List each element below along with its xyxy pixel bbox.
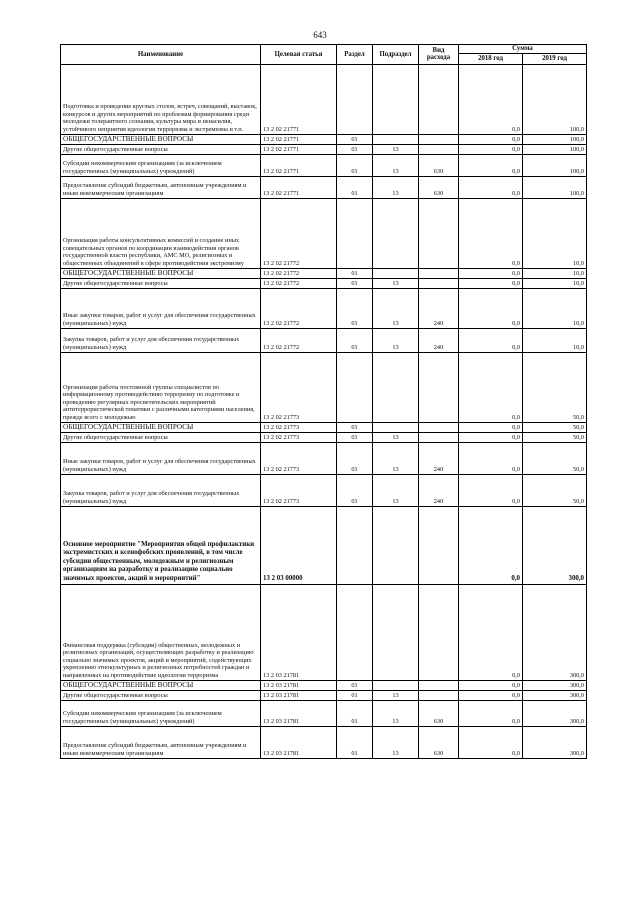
row-expense-type-cell: 630 <box>419 176 459 198</box>
table-row <box>61 422 587 432</box>
row-section-cell <box>337 506 373 584</box>
row-sum-2019-cell: 10,0 <box>523 268 587 278</box>
row-code-cell: 13 2 02 21773 <box>261 422 337 432</box>
row-code-cell: 13 2 02 21772 <box>261 268 337 278</box>
header-subsection: Подраздел <box>373 45 419 65</box>
row-expense-type-cell <box>419 278 459 288</box>
row-subsection-cell <box>373 506 419 584</box>
row-sum-2019-cell: 100,0 <box>523 154 587 176</box>
row-sum-2019-cell: 300,0 <box>523 680 587 690</box>
table-row <box>61 726 587 758</box>
header-sum: Сумма <box>459 45 587 54</box>
row-code-cell: 13 2 02 21772 <box>261 328 337 352</box>
row-subsection-cell: 13 <box>373 328 419 352</box>
row-sum-2019-cell: 100,0 <box>523 176 587 198</box>
header-expense-type <box>419 45 459 65</box>
row-sum-2019-cell: 300,0 <box>523 700 587 726</box>
row-sum-2018-cell: 0,0 <box>459 442 523 474</box>
row-sum-2018-cell: 0,0 <box>459 64 523 134</box>
row-sum-2019-cell: 50,0 <box>523 352 587 422</box>
row-code-cell: 13 2 03 21781 <box>261 690 337 700</box>
row-subsection-cell <box>373 352 419 422</box>
row-subsection-cell <box>373 422 419 432</box>
row-code-cell: 13 2 02 21772 <box>261 288 337 328</box>
table-row <box>61 700 587 726</box>
row-section-cell: 01 <box>337 690 373 700</box>
row-section-cell: 01 <box>337 328 373 352</box>
row-name-cell: Другие общегосударственные вопросы <box>61 432 261 442</box>
row-name-cell: Подготовка и проведение круглых столов, встреч, совещаний, выставок, конкурсов и других мероприятий по проблемам формирования среди молодежи толерантного сознания, культуры мира и ненасилия, устойчивого неприятия идеологии терроризма и экстремизма и т.п. <box>61 64 261 134</box>
row-sum-2018-cell: 0,0 <box>459 690 523 700</box>
row-sum-2018-cell: 0,0 <box>459 700 523 726</box>
row-subsection-cell: 13 <box>373 288 419 328</box>
row-expense-type-cell <box>419 584 459 680</box>
row-sum-2019-cell: 50,0 <box>523 474 587 506</box>
row-name-cell: Организация работы постоянной группы специалистов по информационному противодействию терроризму по подготовке и проведению регулярных просветительских мероприятий антитеррористической тематики с различными категориями населения, прежде всего с молодежью <box>61 352 261 422</box>
row-name-cell: Субсидии некоммерческим организациям (за исключением государственных (муниципальных) учреждений) <box>61 700 261 726</box>
row-sum-2018-cell: 0,0 <box>459 268 523 278</box>
row-code-cell: 13 2 02 21772 <box>261 278 337 288</box>
row-section-cell: 01 <box>337 268 373 278</box>
row-section-cell: 01 <box>337 422 373 432</box>
row-name-cell: Закупка товаров, работ и услуг для обеспечения государственных (муниципальных) нужд <box>61 474 261 506</box>
row-subsection-cell: 13 <box>373 700 419 726</box>
table-row <box>61 584 587 680</box>
row-section-cell <box>337 198 373 268</box>
header-name: Наименование <box>61 45 261 65</box>
row-expense-type-cell <box>419 198 459 268</box>
row-expense-type-cell: 630 <box>419 726 459 758</box>
row-subsection-cell <box>373 268 419 278</box>
row-subsection-cell <box>373 198 419 268</box>
row-sum-2018-cell: 0,0 <box>459 432 523 442</box>
row-code-cell: 13 2 02 21773 <box>261 352 337 422</box>
header-section: Раздел <box>337 45 373 65</box>
table-row <box>61 176 587 198</box>
budget-table <box>60 44 587 759</box>
row-name-cell: Другие общегосударственные вопросы <box>61 690 261 700</box>
row-sum-2018-cell: 0,0 <box>459 474 523 506</box>
row-sum-2018-cell: 0,0 <box>459 328 523 352</box>
row-code-cell: 13 2 02 21771 <box>261 154 337 176</box>
row-subsection-cell <box>373 64 419 134</box>
row-name-cell: Финансовая поддержка (субсидии) общественных, молодежных и религиозных организаций, осуществляющих разработку и реализацию социально значимых проектов, акций и мероприятий, содействующих укреплению этнокультурных и религиозных потребностей граждан и направленных на противодействие идеологии терроризма <box>61 584 261 680</box>
row-sum-2018-cell: 0,0 <box>459 726 523 758</box>
row-sum-2019-cell: 100,0 <box>523 64 587 134</box>
row-sum-2018-cell: 0,0 <box>459 422 523 432</box>
row-expense-type-cell <box>419 432 459 442</box>
header-code: Целевая статья <box>261 45 337 65</box>
table-row <box>61 680 587 690</box>
row-name-cell: Предоставление субсидий бюджетным, автономным учреждениям и иным некоммерческим организациям <box>61 726 261 758</box>
row-expense-type-cell <box>419 680 459 690</box>
header-expense-type-line1: Вид <box>432 46 445 54</box>
table-row <box>61 198 587 268</box>
row-sum-2018-cell: 0,0 <box>459 278 523 288</box>
row-sum-2019-cell: 50,0 <box>523 442 587 474</box>
row-expense-type-cell <box>419 506 459 584</box>
row-code-cell: 13 2 03 21781 <box>261 726 337 758</box>
table-row <box>61 134 587 144</box>
row-sum-2019-cell: 300,0 <box>523 506 587 584</box>
page-number: 643 <box>313 30 327 40</box>
row-section-cell: 01 <box>337 278 373 288</box>
row-sum-2019-cell: 100,0 <box>523 134 587 144</box>
row-name-cell: ОБЩЕГОСУДАРСТВЕННЫЕ ВОПРОСЫ <box>61 134 261 144</box>
row-expense-type-cell: 240 <box>419 474 459 506</box>
row-code-cell: 13 2 03 21781 <box>261 700 337 726</box>
row-code-cell: 13 2 02 21771 <box>261 64 337 134</box>
row-code-cell: 13 2 02 21771 <box>261 176 337 198</box>
row-sum-2018-cell: 0,0 <box>459 154 523 176</box>
header-year-2018: 2018 год <box>459 53 523 64</box>
row-section-cell: 01 <box>337 726 373 758</box>
table-row <box>61 64 587 134</box>
row-name-cell: ОБЩЕГОСУДАРСТВЕННЫЕ ВОПРОСЫ <box>61 680 261 690</box>
row-expense-type-cell <box>419 690 459 700</box>
row-expense-type-cell <box>419 64 459 134</box>
row-subsection-cell <box>373 680 419 690</box>
row-subsection-cell <box>373 134 419 144</box>
row-subsection-cell: 13 <box>373 278 419 288</box>
row-code-cell: 13 2 02 21773 <box>261 442 337 474</box>
header-year-2019: 2019 год <box>523 53 587 64</box>
row-section-cell: 01 <box>337 700 373 726</box>
row-sum-2019-cell: 300,0 <box>523 690 587 700</box>
row-code-cell: 13 2 03 21781 <box>261 584 337 680</box>
row-section-cell: 01 <box>337 134 373 144</box>
row-subsection-cell: 13 <box>373 154 419 176</box>
row-name-cell: Другие общегосударственные вопросы <box>61 144 261 154</box>
row-name-cell: Иные закупки товаров, работ и услуг для обеспечения государственных (муниципальных) нужд <box>61 442 261 474</box>
row-sum-2019-cell: 50,0 <box>523 422 587 432</box>
row-section-cell: 01 <box>337 442 373 474</box>
row-name-cell: Субсидии некоммерческим организациям (за исключением государственных (муниципальных) учреждений) <box>61 154 261 176</box>
row-subsection-cell: 13 <box>373 144 419 154</box>
header-expense-type-line2: расхода <box>426 54 451 62</box>
row-expense-type-cell: 630 <box>419 700 459 726</box>
row-section-cell <box>337 64 373 134</box>
row-sum-2018-cell: 0,0 <box>459 288 523 328</box>
table-row <box>61 442 587 474</box>
row-expense-type-cell <box>419 144 459 154</box>
row-section-cell: 01 <box>337 154 373 176</box>
row-expense-type-cell: 240 <box>419 288 459 328</box>
table-row <box>61 690 587 700</box>
row-name-cell: ОБЩЕГОСУДАРСТВЕННЫЕ ВОПРОСЫ <box>61 422 261 432</box>
row-section-cell <box>337 584 373 680</box>
row-sum-2018-cell: 0,0 <box>459 176 523 198</box>
row-name-cell: Закупка товаров, работ и услуг для обеспечения государственных (муниципальных) нужд <box>61 328 261 352</box>
row-section-cell: 01 <box>337 474 373 506</box>
row-subsection-cell: 13 <box>373 442 419 474</box>
row-name-cell: Предоставление субсидий бюджетным, автономным учреждениям и иным некоммерческим организациям <box>61 176 261 198</box>
row-section-cell <box>337 352 373 422</box>
row-subsection-cell: 13 <box>373 176 419 198</box>
row-expense-type-cell <box>419 134 459 144</box>
row-expense-type-cell <box>419 268 459 278</box>
row-name-cell: Иные закупки товаров, работ и услуг для обеспечения государственных (муниципальных) нужд <box>61 288 261 328</box>
row-name-cell: Основное мероприятие "Мероприятия общей профилактики экстремистских и ксенофобских проявлений, в том числе субсидии общественным, молодежным и религиозным организациям на разработку и реализацию социально значимых проектов, акций и мероприятий" <box>61 506 261 584</box>
row-sum-2018-cell: 0,0 <box>459 584 523 680</box>
row-code-cell: 13 2 02 21773 <box>261 432 337 442</box>
row-sum-2018-cell: 0,0 <box>459 506 523 584</box>
row-expense-type-cell <box>419 352 459 422</box>
row-code-cell: 13 2 02 21773 <box>261 474 337 506</box>
row-sum-2019-cell: 300,0 <box>523 726 587 758</box>
table-row <box>61 432 587 442</box>
row-section-cell: 01 <box>337 680 373 690</box>
table-row <box>61 506 587 584</box>
row-code-cell: 13 2 03 00000 <box>261 506 337 584</box>
table-row <box>61 352 587 422</box>
row-expense-type-cell: 240 <box>419 328 459 352</box>
row-expense-type-cell: 630 <box>419 154 459 176</box>
row-name-cell: Другие общегосударственные вопросы <box>61 278 261 288</box>
table-row <box>61 474 587 506</box>
row-section-cell: 01 <box>337 432 373 442</box>
row-sum-2019-cell: 10,0 <box>523 328 587 352</box>
row-subsection-cell: 13 <box>373 726 419 758</box>
row-code-cell: 13 2 03 21781 <box>261 680 337 690</box>
table-row <box>61 268 587 278</box>
row-expense-type-cell: 240 <box>419 442 459 474</box>
row-section-cell: 01 <box>337 176 373 198</box>
row-sum-2018-cell: 0,0 <box>459 680 523 690</box>
row-sum-2019-cell: 100,0 <box>523 144 587 154</box>
table-row <box>61 278 587 288</box>
table-row <box>61 154 587 176</box>
row-section-cell: 01 <box>337 288 373 328</box>
row-name-cell: ОБЩЕГОСУДАРСТВЕННЫЕ ВОПРОСЫ <box>61 268 261 278</box>
table-row <box>61 144 587 154</box>
row-subsection-cell: 13 <box>373 690 419 700</box>
table-row <box>61 288 587 328</box>
row-code-cell: 13 2 02 21771 <box>261 134 337 144</box>
row-code-cell: 13 2 02 21771 <box>261 144 337 154</box>
row-section-cell: 01 <box>337 144 373 154</box>
row-sum-2019-cell: 10,0 <box>523 198 587 268</box>
row-sum-2019-cell: 10,0 <box>523 288 587 328</box>
row-sum-2018-cell: 0,0 <box>459 352 523 422</box>
row-subsection-cell: 13 <box>373 432 419 442</box>
row-sum-2019-cell: 10,0 <box>523 278 587 288</box>
row-sum-2019-cell: 300,0 <box>523 584 587 680</box>
row-sum-2018-cell: 0,0 <box>459 134 523 144</box>
row-expense-type-cell <box>419 422 459 432</box>
row-code-cell: 13 2 02 21772 <box>261 198 337 268</box>
row-subsection-cell: 13 <box>373 474 419 506</box>
row-sum-2018-cell: 0,0 <box>459 144 523 154</box>
row-subsection-cell <box>373 584 419 680</box>
row-sum-2018-cell: 0,0 <box>459 198 523 268</box>
row-sum-2019-cell: 50,0 <box>523 432 587 442</box>
row-name-cell: Организация работы консультативных комиссий и создание иных совещательных органов по координации взаимодействия органов государственной власти республики, АМС МО, религиозных и общественных объединений в сфере противодействия экстремизму <box>61 198 261 268</box>
table-row <box>61 328 587 352</box>
